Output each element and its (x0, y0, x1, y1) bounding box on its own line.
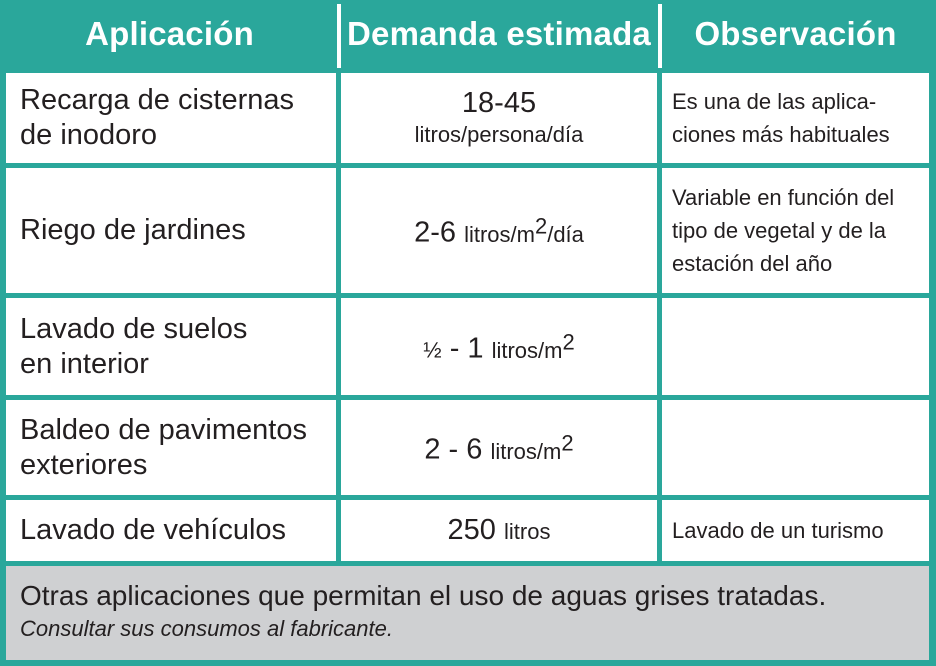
unit-exponent: 2 (534, 213, 548, 239)
demand-fraction: ½ (423, 337, 442, 363)
demand-value: 2-6 (414, 216, 456, 249)
header-demanda: Demanda estimada (347, 15, 651, 52)
demand-line (424, 426, 573, 468)
demand-value: - 1 (449, 332, 484, 365)
unit-exponent: 2 (561, 430, 574, 456)
table-row (0, 400, 936, 495)
cell-aplicacion (6, 500, 336, 561)
demand-value: 250 (447, 513, 496, 546)
footer-note-text: Consultar sus consumos al fabricante. (20, 616, 393, 641)
cell-aplicacion (6, 298, 336, 395)
obs-text: tipo de vegetal y de la (672, 218, 887, 243)
app-text: Lavado de suelos (20, 312, 248, 345)
table-footer (6, 566, 929, 660)
cell-demanda (341, 500, 657, 561)
app-text: exteriores (20, 448, 148, 481)
cell-aplicacion (6, 168, 336, 293)
unit-exponent: 2 (562, 329, 575, 355)
header-observacion: Observación (694, 15, 897, 52)
cell-aplicacion (6, 73, 336, 163)
demand-unit (490, 430, 574, 464)
obs-text: ciones más habituales (672, 122, 890, 147)
header-aplicacion: Aplicación (85, 15, 254, 52)
unit-text: litros/m (490, 438, 562, 464)
unit-text: litros/m (464, 221, 535, 247)
demand-line (448, 513, 551, 549)
app-text: en interior (20, 347, 149, 380)
table-row (0, 298, 936, 395)
cell-demanda (341, 298, 657, 395)
unit-text: litros/m (491, 337, 563, 363)
app-text: de inodoro (20, 119, 158, 151)
table-row (0, 500, 936, 561)
cell-demanda (341, 73, 657, 163)
demand-unit (464, 213, 584, 247)
demand-unit: litros/persona/día (414, 122, 584, 147)
demand-line (414, 209, 584, 251)
cell-aplicacion (6, 400, 336, 495)
unit-text: /día (547, 221, 584, 247)
obs-text: Lavado de un turismo (672, 518, 884, 543)
cell-observacion (662, 500, 929, 561)
app-text: Lavado de vehículos (20, 514, 287, 546)
table-row (0, 73, 936, 163)
obs-text: Variable en función del (672, 185, 895, 210)
cell-demanda (341, 400, 657, 495)
cell-observacion (662, 73, 929, 163)
app-text: Recarga de cisternas (20, 84, 295, 116)
table-header (0, 0, 936, 68)
demand-unit (491, 329, 575, 363)
demand-value: 2 - 6 (424, 433, 483, 466)
demand-value: 18-45 (461, 87, 537, 119)
cell-observacion (662, 298, 929, 395)
app-text: Riego de jardines (20, 214, 246, 246)
obs-text: Es una de las aplica- (672, 89, 877, 114)
demand-line (423, 325, 574, 367)
demand-unit: litros (504, 518, 551, 544)
table-row (0, 168, 936, 293)
obs-text: estación del año (672, 251, 833, 276)
cell-observacion (662, 400, 929, 495)
footer-main-text: Otras aplicaciones que permitan el uso de aguas grises tratadas. (20, 580, 827, 611)
cell-observacion (662, 168, 929, 293)
app-text: Baldeo de pavimentos (20, 413, 307, 446)
cell-demanda (341, 168, 657, 293)
